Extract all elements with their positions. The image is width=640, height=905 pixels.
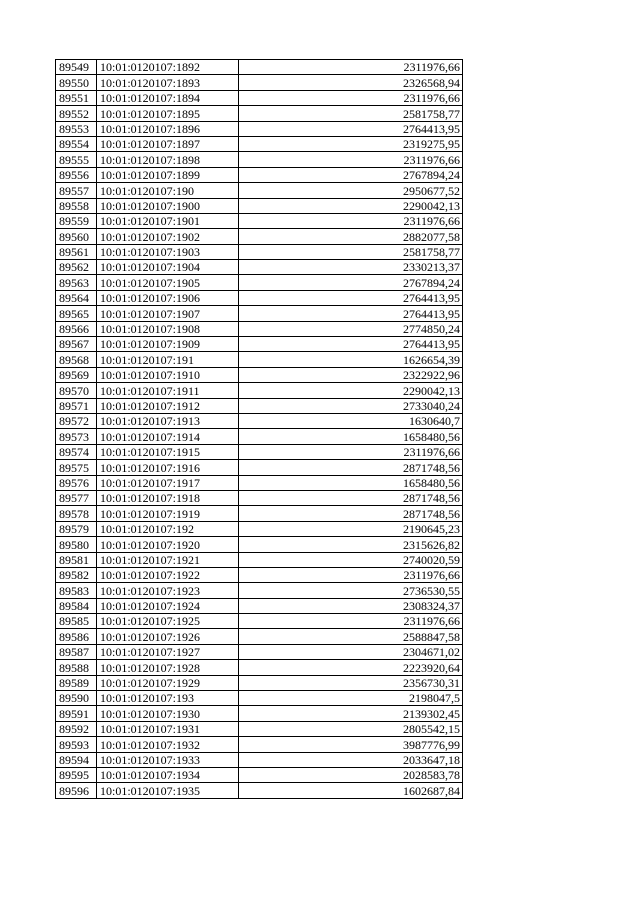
table-row	[56, 660, 463, 675]
table-row	[56, 521, 463, 536]
cadastral-value-cell: 2805542,15	[239, 721, 463, 736]
row-number-cell: 89581	[56, 552, 97, 567]
cadastral-number-cell: 10:01:0120107:1905	[97, 275, 239, 290]
table-row	[56, 121, 463, 136]
cadastral-value-cell: 2581758,77	[239, 106, 463, 121]
row-number-cell: 89569	[56, 367, 97, 382]
row-number-cell: 89556	[56, 167, 97, 182]
row-number-cell: 89567	[56, 337, 97, 352]
table-row	[56, 136, 463, 151]
row-number-cell: 89588	[56, 660, 97, 675]
cadastral-number-cell: 10:01:0120107:1919	[97, 506, 239, 521]
row-number-cell: 89563	[56, 275, 97, 290]
table-row	[56, 213, 463, 228]
row-number-cell: 89593	[56, 737, 97, 752]
row-number-cell: 89573	[56, 429, 97, 444]
cadastral-value-cell: 2198047,5	[239, 691, 463, 706]
table-row	[56, 706, 463, 721]
table-row	[56, 691, 463, 706]
row-number-cell: 89571	[56, 398, 97, 413]
row-number-cell: 89594	[56, 752, 97, 767]
table-row	[56, 167, 463, 182]
row-number-cell: 89568	[56, 352, 97, 367]
cadastral-number-cell: 10:01:0120107:1898	[97, 152, 239, 167]
table-row	[56, 490, 463, 505]
cadastral-value-cell: 2319275,95	[239, 136, 463, 151]
cadastral-value-cell: 2740020,59	[239, 552, 463, 567]
cadastral-value-cell: 2882077,58	[239, 229, 463, 244]
cadastral-number-cell: 10:01:0120107:190	[97, 183, 239, 198]
table-row	[56, 429, 463, 444]
table-row	[56, 321, 463, 336]
row-number-cell: 89592	[56, 721, 97, 736]
cadastral-number-cell: 10:01:0120107:1914	[97, 429, 239, 444]
cadastral-number-cell: 10:01:0120107:1917	[97, 475, 239, 490]
table-row	[56, 506, 463, 521]
cadastral-number-cell: 10:01:0120107:1897	[97, 136, 239, 151]
cadastral-number-cell: 10:01:0120107:1934	[97, 767, 239, 782]
table-row	[56, 106, 463, 121]
cadastral-value-cell: 2311976,66	[239, 567, 463, 582]
cadastral-value-cell: 2764413,95	[239, 306, 463, 321]
cadastral-number-cell: 10:01:0120107:1909	[97, 337, 239, 352]
row-number-cell: 89586	[56, 629, 97, 644]
cadastral-number-cell: 10:01:0120107:1896	[97, 121, 239, 136]
cadastral-value-cell: 2033647,18	[239, 752, 463, 767]
table-row	[56, 598, 463, 613]
cadastral-number-cell: 10:01:0120107:1904	[97, 260, 239, 275]
row-number-cell: 89580	[56, 537, 97, 552]
cadastral-value-cell: 2190645,23	[239, 521, 463, 536]
table-row	[56, 337, 463, 352]
row-number-cell: 89582	[56, 567, 97, 582]
cadastral-value-cell: 2315626,82	[239, 537, 463, 552]
row-number-cell: 89555	[56, 152, 97, 167]
cadastral-value-cell: 2871748,56	[239, 460, 463, 475]
cadastral-number-cell: 10:01:0120107:1915	[97, 444, 239, 459]
table-row	[56, 229, 463, 244]
cadastral-number-cell: 10:01:0120107:1933	[97, 752, 239, 767]
cadastral-number-cell: 10:01:0120107:1931	[97, 721, 239, 736]
cadastral-number-cell: 10:01:0120107:193	[97, 691, 239, 706]
row-number-cell: 89550	[56, 75, 97, 90]
row-number-cell: 89585	[56, 614, 97, 629]
table-row	[56, 75, 463, 90]
cadastral-number-cell: 10:01:0120107:1930	[97, 706, 239, 721]
row-number-cell: 89565	[56, 306, 97, 321]
row-number-cell: 89560	[56, 229, 97, 244]
cadastral-number-cell: 10:01:0120107:1916	[97, 460, 239, 475]
cadastral-value-cell: 1658480,56	[239, 475, 463, 490]
row-number-cell: 89553	[56, 121, 97, 136]
table-body	[56, 60, 463, 799]
row-number-cell: 89583	[56, 583, 97, 598]
table-row	[56, 367, 463, 382]
cadastral-number-cell: 10:01:0120107:1899	[97, 167, 239, 182]
cadastral-value-cell: 2308324,37	[239, 598, 463, 613]
table-row	[56, 90, 463, 105]
table-row	[56, 152, 463, 167]
row-number-cell: 89591	[56, 706, 97, 721]
table-row	[56, 383, 463, 398]
row-number-cell: 89575	[56, 460, 97, 475]
cadastral-number-cell: 10:01:0120107:1894	[97, 90, 239, 105]
cadastral-value-cell: 1630640,7	[239, 413, 463, 428]
cadastral-number-cell: 10:01:0120107:1918	[97, 490, 239, 505]
cadastral-number-cell: 10:01:0120107:1892	[97, 60, 239, 75]
cadastral-value-cell: 2581758,77	[239, 244, 463, 259]
cadastral-value-cell: 2764413,95	[239, 337, 463, 352]
row-number-cell: 89562	[56, 260, 97, 275]
cadastral-value-cell: 2311976,66	[239, 90, 463, 105]
cadastral-value-cell: 2290042,13	[239, 198, 463, 213]
cadastral-number-cell: 10:01:0120107:1913	[97, 413, 239, 428]
table-row	[56, 752, 463, 767]
table-row	[56, 290, 463, 305]
cadastral-number-cell: 10:01:0120107:1912	[97, 398, 239, 413]
row-number-cell: 89572	[56, 413, 97, 428]
cadastral-value-table	[55, 59, 463, 799]
cadastral-number-cell: 10:01:0120107:1924	[97, 598, 239, 613]
table-row	[56, 198, 463, 213]
cadastral-value-cell: 2139302,45	[239, 706, 463, 721]
table-row	[56, 244, 463, 259]
table-row	[56, 737, 463, 752]
row-number-cell: 89559	[56, 213, 97, 228]
table-row	[56, 567, 463, 582]
cadastral-number-cell: 10:01:0120107:1902	[97, 229, 239, 244]
table-row	[56, 644, 463, 659]
table-row	[56, 183, 463, 198]
row-number-cell: 89552	[56, 106, 97, 121]
table-row	[56, 352, 463, 367]
table-row	[56, 275, 463, 290]
cadastral-number-cell: 10:01:0120107:1906	[97, 290, 239, 305]
cadastral-number-cell: 10:01:0120107:1926	[97, 629, 239, 644]
table-row	[56, 783, 463, 798]
row-number-cell: 89589	[56, 675, 97, 690]
cadastral-value-cell: 2950677,52	[239, 183, 463, 198]
row-number-cell: 89577	[56, 490, 97, 505]
cadastral-number-cell: 10:01:0120107:1900	[97, 198, 239, 213]
row-number-cell: 89566	[56, 321, 97, 336]
row-number-cell: 89549	[56, 60, 97, 75]
cadastral-value-cell: 2311976,66	[239, 152, 463, 167]
cadastral-number-cell: 10:01:0120107:1925	[97, 614, 239, 629]
cadastral-value-cell: 2223920,64	[239, 660, 463, 675]
cadastral-value-cell: 3987776,99	[239, 737, 463, 752]
cadastral-number-cell: 10:01:0120107:1935	[97, 783, 239, 798]
cadastral-value-cell: 2290042,13	[239, 383, 463, 398]
table-row	[56, 475, 463, 490]
cadastral-value-cell: 2588847,58	[239, 629, 463, 644]
cadastral-number-cell: 10:01:0120107:1922	[97, 567, 239, 582]
cadastral-number-cell: 10:01:0120107:1903	[97, 244, 239, 259]
cadastral-value-cell: 1658480,56	[239, 429, 463, 444]
table-row	[56, 444, 463, 459]
row-number-cell: 89578	[56, 506, 97, 521]
row-number-cell: 89584	[56, 598, 97, 613]
row-number-cell: 89557	[56, 183, 97, 198]
cadastral-value-cell: 1626654,39	[239, 352, 463, 367]
cadastral-number-cell: 10:01:0120107:1928	[97, 660, 239, 675]
row-number-cell: 89596	[56, 783, 97, 798]
cadastral-value-cell: 2871748,56	[239, 506, 463, 521]
cadastral-number-cell: 10:01:0120107:1908	[97, 321, 239, 336]
cadastral-value-cell: 2028583,78	[239, 767, 463, 782]
cadastral-value-cell: 2311976,66	[239, 614, 463, 629]
table-row	[56, 306, 463, 321]
cadastral-number-cell: 10:01:0120107:1921	[97, 552, 239, 567]
cadastral-value-cell: 1602687,84	[239, 783, 463, 798]
table-row	[56, 767, 463, 782]
cadastral-number-cell: 10:01:0120107:1901	[97, 213, 239, 228]
cadastral-number-cell: 10:01:0120107:1923	[97, 583, 239, 598]
cadastral-value-cell: 2764413,95	[239, 121, 463, 136]
table-row	[56, 552, 463, 567]
row-number-cell: 89579	[56, 521, 97, 536]
cadastral-value-cell: 2326568,94	[239, 75, 463, 90]
cadastral-value-cell: 2304671,02	[239, 644, 463, 659]
cadastral-value-cell: 2322922,96	[239, 367, 463, 382]
table-row	[56, 60, 463, 75]
cadastral-number-cell: 10:01:0120107:1907	[97, 306, 239, 321]
row-number-cell: 89564	[56, 290, 97, 305]
cadastral-value-cell: 2871748,56	[239, 490, 463, 505]
cadastral-value-cell: 2736530,55	[239, 583, 463, 598]
cadastral-value-cell: 2767894,24	[239, 167, 463, 182]
cadastral-number-cell: 10:01:0120107:1927	[97, 644, 239, 659]
row-number-cell: 89587	[56, 644, 97, 659]
cadastral-number-cell: 10:01:0120107:192	[97, 521, 239, 536]
table-row	[56, 675, 463, 690]
cadastral-number-cell: 10:01:0120107:1895	[97, 106, 239, 121]
table-row	[56, 537, 463, 552]
table-row	[56, 583, 463, 598]
row-number-cell: 89551	[56, 90, 97, 105]
table-row	[56, 460, 463, 475]
cadastral-number-cell: 10:01:0120107:1932	[97, 737, 239, 752]
table-row	[56, 260, 463, 275]
cadastral-value-cell: 2311976,66	[239, 444, 463, 459]
row-number-cell: 89590	[56, 691, 97, 706]
cadastral-value-cell: 2356730,31	[239, 675, 463, 690]
row-number-cell: 89576	[56, 475, 97, 490]
table-row	[56, 629, 463, 644]
cadastral-value-cell: 2733040,24	[239, 398, 463, 413]
row-number-cell: 89570	[56, 383, 97, 398]
cadastral-value-cell: 2767894,24	[239, 275, 463, 290]
row-number-cell: 89574	[56, 444, 97, 459]
cadastral-value-cell: 2330213,37	[239, 260, 463, 275]
cadastral-number-cell: 10:01:0120107:191	[97, 352, 239, 367]
cadastral-value-cell: 2311976,66	[239, 60, 463, 75]
cadastral-value-cell: 2311976,66	[239, 213, 463, 228]
table-row	[56, 614, 463, 629]
table-row	[56, 398, 463, 413]
table-row	[56, 721, 463, 736]
cadastral-number-cell: 10:01:0120107:1920	[97, 537, 239, 552]
cadastral-number-cell: 10:01:0120107:1910	[97, 367, 239, 382]
cadastral-value-cell: 2774850,24	[239, 321, 463, 336]
cadastral-number-cell: 10:01:0120107:1929	[97, 675, 239, 690]
row-number-cell: 89595	[56, 767, 97, 782]
cadastral-number-cell: 10:01:0120107:1911	[97, 383, 239, 398]
row-number-cell: 89558	[56, 198, 97, 213]
cadastral-value-cell: 2764413,95	[239, 290, 463, 305]
table-row	[56, 413, 463, 428]
row-number-cell: 89561	[56, 244, 97, 259]
row-number-cell: 89554	[56, 136, 97, 151]
cadastral-number-cell: 10:01:0120107:1893	[97, 75, 239, 90]
